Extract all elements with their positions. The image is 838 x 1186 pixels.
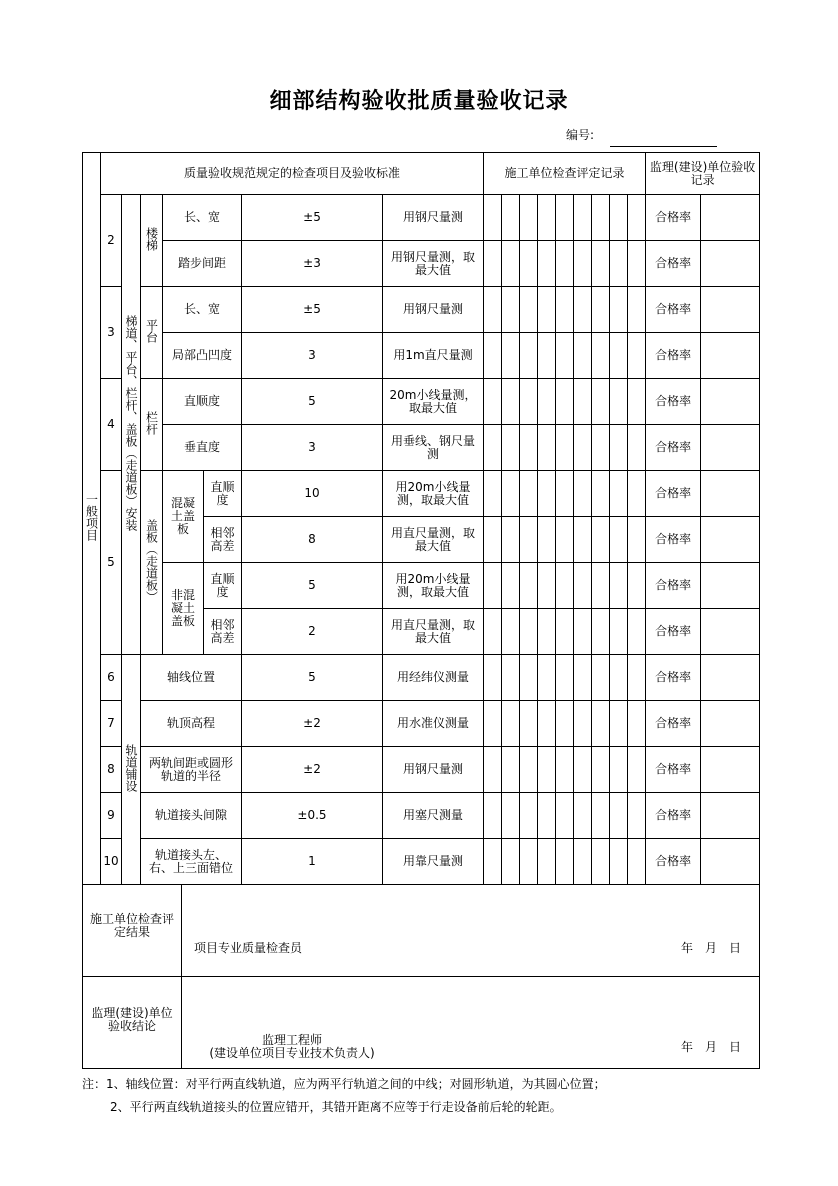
tolerance: ±5 [242, 195, 383, 241]
table-row [83, 241, 760, 287]
code-input-line[interactable] [610, 146, 717, 147]
pass-rate-label: 合格率 [646, 793, 701, 839]
check-cell[interactable] [628, 655, 646, 701]
check-cell[interactable] [502, 655, 520, 701]
check-cell[interactable] [628, 195, 646, 241]
check-cell[interactable] [610, 655, 628, 701]
check-cell[interactable] [538, 379, 556, 425]
subgroup-label: 楼梯 [144, 227, 159, 251]
check-cell[interactable] [520, 379, 538, 425]
method: 用塞尺测量 [383, 793, 484, 839]
supervisor-date: 年 月 日 [680, 1040, 741, 1054]
cover-type: 非混凝土盖板 [163, 563, 204, 655]
check-cell[interactable] [628, 287, 646, 333]
check-cell[interactable] [556, 793, 574, 839]
check-cell[interactable] [610, 517, 628, 563]
check-cell[interactable] [574, 747, 592, 793]
check-cell[interactable] [538, 425, 556, 471]
code-label: 编号: [566, 128, 595, 142]
item-name: 轨道接头间隙 [141, 793, 242, 839]
check-cell[interactable] [592, 563, 610, 609]
table-row [83, 655, 760, 701]
check-cell[interactable] [484, 701, 502, 747]
check-cell[interactable] [574, 563, 592, 609]
check-cell[interactable] [502, 425, 520, 471]
check-cell[interactable] [520, 425, 538, 471]
check-cell[interactable] [502, 195, 520, 241]
check-cell[interactable] [538, 287, 556, 333]
item-number: 8 [101, 747, 122, 793]
check-cell[interactable] [538, 241, 556, 287]
supervisor-signer-label: 监理工程师 [261, 1033, 322, 1047]
method: 用靠尺量测 [383, 839, 484, 885]
item-number: 3 [101, 287, 122, 379]
check-cell[interactable] [556, 287, 574, 333]
check-cell[interactable] [484, 471, 502, 517]
item-number: 5 [101, 471, 122, 655]
check-cell[interactable] [502, 609, 520, 655]
supervisor-record-cell[interactable] [701, 333, 760, 379]
check-cell[interactable] [628, 471, 646, 517]
item-number: 4 [101, 379, 122, 471]
check-cell[interactable] [592, 379, 610, 425]
tolerance: ±5 [242, 287, 383, 333]
contractor-result-label: 施工单位检查评定结果 [83, 885, 182, 977]
tolerance: 3 [242, 333, 383, 379]
tolerance: 8 [242, 517, 383, 563]
check-cell[interactable] [484, 333, 502, 379]
check-cell[interactable] [592, 471, 610, 517]
check-cell[interactable] [574, 333, 592, 379]
check-cell[interactable] [484, 241, 502, 287]
check-cell[interactable] [556, 609, 574, 655]
check-cell[interactable] [628, 747, 646, 793]
check-cell[interactable] [484, 609, 502, 655]
check-cell[interactable] [538, 517, 556, 563]
table-row [83, 839, 760, 885]
check-cell[interactable] [520, 793, 538, 839]
item-name: 直顺度 [204, 471, 242, 517]
method: 用直尺量测，取最大值 [383, 609, 484, 655]
tolerance: ±3 [242, 241, 383, 287]
table-row [83, 793, 760, 839]
subgroup-label: 栏杆 [144, 411, 159, 435]
pass-rate-label: 合格率 [646, 379, 701, 425]
supervisor-signer-note: (建设单位项目专业技术负责人) [209, 1046, 375, 1060]
check-cell[interactable] [628, 333, 646, 379]
pass-rate-label: 合格率 [646, 609, 701, 655]
check-cell[interactable] [556, 655, 574, 701]
group-cell [122, 195, 141, 655]
check-cell[interactable] [538, 747, 556, 793]
section-cell [83, 153, 101, 885]
check-cell[interactable] [592, 609, 610, 655]
check-cell[interactable] [520, 839, 538, 885]
supervisor-record-cell[interactable] [701, 839, 760, 885]
header-row [83, 153, 760, 195]
check-cell[interactable] [574, 287, 592, 333]
check-cell[interactable] [484, 839, 502, 885]
method: 用20m小线量测，取最大值 [383, 471, 484, 517]
method: 用钢尺量测 [383, 287, 484, 333]
standard-header: 质量验收规范规定的检查项目及验收标准 [101, 153, 484, 195]
table-row [83, 563, 760, 609]
check-cell[interactable] [538, 793, 556, 839]
supervisor-record-cell[interactable] [701, 241, 760, 287]
check-cell[interactable] [628, 701, 646, 747]
check-cell[interactable] [520, 563, 538, 609]
check-cell[interactable] [484, 425, 502, 471]
check-cell[interactable] [502, 379, 520, 425]
subgroup-cell [141, 379, 163, 471]
check-cell[interactable] [592, 425, 610, 471]
supervisor-result-label: 监理(建设)单位验收结论 [83, 977, 182, 1069]
inspection-table [82, 152, 760, 885]
check-cell[interactable] [538, 563, 556, 609]
method: 用钢尺量测，取最大值 [383, 241, 484, 287]
item-name: 相邻高差 [204, 609, 242, 655]
check-cell[interactable] [628, 563, 646, 609]
check-cell[interactable] [574, 471, 592, 517]
check-cell[interactable] [502, 287, 520, 333]
check-cell[interactable] [610, 701, 628, 747]
check-cell[interactable] [556, 195, 574, 241]
pass-rate-label: 合格率 [646, 701, 701, 747]
pass-rate-label: 合格率 [646, 747, 701, 793]
check-cell[interactable] [538, 701, 556, 747]
check-cell[interactable] [592, 701, 610, 747]
table-row [83, 195, 760, 241]
group-label: 轨道铺设 [124, 744, 138, 792]
supervisor-record-cell[interactable] [701, 287, 760, 333]
supervisor-record-cell[interactable] [701, 563, 760, 609]
table-row [83, 333, 760, 379]
check-cell[interactable] [502, 839, 520, 885]
check-cell[interactable] [610, 379, 628, 425]
check-cell[interactable] [538, 839, 556, 885]
item-name: 轨顶高程 [141, 701, 242, 747]
contractor-date: 年 月 日 [680, 941, 741, 955]
check-cell[interactable] [502, 701, 520, 747]
contractor-result-row [83, 885, 760, 977]
tolerance: 10 [242, 471, 383, 517]
check-cell[interactable] [520, 609, 538, 655]
method: 用经纬仪测量 [383, 655, 484, 701]
tolerance: 5 [242, 379, 383, 425]
check-cell[interactable] [520, 655, 538, 701]
check-cell[interactable] [574, 839, 592, 885]
method: 用20m小线量测，取最大值 [383, 563, 484, 609]
check-cell[interactable] [538, 195, 556, 241]
check-cell[interactable] [628, 793, 646, 839]
check-cell[interactable] [610, 609, 628, 655]
tolerance: 5 [242, 563, 383, 609]
check-cell[interactable] [484, 747, 502, 793]
check-cell[interactable] [592, 839, 610, 885]
cover-type: 混凝土盖板 [163, 471, 204, 563]
check-cell[interactable] [592, 195, 610, 241]
note-1: 注：1、轴线位置：对平行两直线轨道，应为两平行轨道之间的中线；对圆形轨道，为其圆心位置； [82, 1077, 606, 1091]
check-cell[interactable] [610, 287, 628, 333]
item-name: 垂直度 [163, 425, 242, 471]
method: 20m小线量测，取最大值 [383, 379, 484, 425]
check-cell[interactable] [484, 195, 502, 241]
table-row [83, 287, 760, 333]
item-number: 2 [101, 195, 122, 287]
item-number: 9 [101, 793, 122, 839]
check-cell[interactable] [592, 747, 610, 793]
check-cell[interactable] [538, 333, 556, 379]
check-cell[interactable] [610, 563, 628, 609]
method: 用1m直尺量测 [383, 333, 484, 379]
check-cell[interactable] [628, 839, 646, 885]
check-cell[interactable] [556, 471, 574, 517]
check-cell[interactable] [592, 517, 610, 563]
supervisor-record-cell[interactable] [701, 609, 760, 655]
check-cell[interactable] [592, 333, 610, 379]
table-row [83, 471, 760, 517]
supervisor-result-field[interactable] [182, 977, 760, 1069]
contractor-record-header: 施工单位检查评定记录 [484, 153, 646, 195]
item-name: 相邻高差 [204, 517, 242, 563]
contractor-signer-label: 项目专业质量检查员 [194, 941, 303, 955]
tolerance: 5 [242, 655, 383, 701]
check-cell[interactable] [610, 425, 628, 471]
item-name: 直顺度 [163, 379, 242, 425]
subgroup-cell [141, 287, 163, 379]
check-cell[interactable] [520, 747, 538, 793]
tolerance: 1 [242, 839, 383, 885]
check-cell[interactable] [610, 747, 628, 793]
check-cell[interactable] [556, 701, 574, 747]
item-number: 10 [101, 839, 122, 885]
supervisor-record-cell[interactable] [701, 517, 760, 563]
supervisor-record-cell[interactable] [701, 379, 760, 425]
check-cell[interactable] [556, 839, 574, 885]
check-cell[interactable] [484, 287, 502, 333]
subgroup-label: 盖板（走道板） [144, 519, 159, 603]
pass-rate-label: 合格率 [646, 195, 701, 241]
check-cell[interactable] [502, 793, 520, 839]
table-row [83, 425, 760, 471]
pass-rate-label: 合格率 [646, 563, 701, 609]
item-name: 轴线位置 [141, 655, 242, 701]
supervisor-record-cell[interactable] [701, 425, 760, 471]
check-cell[interactable] [574, 379, 592, 425]
check-cell[interactable] [574, 241, 592, 287]
supervisor-record-cell[interactable] [701, 471, 760, 517]
check-cell[interactable] [556, 425, 574, 471]
subgroup-cell [141, 471, 163, 655]
check-cell[interactable] [574, 609, 592, 655]
check-cell[interactable] [610, 241, 628, 287]
check-cell[interactable] [538, 609, 556, 655]
contractor-result-field[interactable] [182, 885, 760, 977]
check-cell[interactable] [610, 333, 628, 379]
note-2: 2、平行两直线轨道接头的位置应错开，其错开距离不应等于行走设备前后轮的轮距。 [110, 1100, 562, 1114]
check-cell[interactable] [484, 655, 502, 701]
check-cell[interactable] [592, 655, 610, 701]
check-cell[interactable] [574, 701, 592, 747]
method: 用钢尺量测 [383, 195, 484, 241]
supervisor-record-cell[interactable] [701, 655, 760, 701]
check-cell[interactable] [610, 471, 628, 517]
check-cell[interactable] [520, 287, 538, 333]
tolerance: ±2 [242, 701, 383, 747]
tolerance: 2 [242, 609, 383, 655]
pass-rate-label: 合格率 [646, 839, 701, 885]
check-cell[interactable] [610, 195, 628, 241]
check-cell[interactable] [520, 195, 538, 241]
page-title: 细部结构验收批质量验收记录 [269, 89, 569, 114]
check-cell[interactable] [502, 471, 520, 517]
check-cell[interactable] [502, 563, 520, 609]
subgroup-cell [141, 195, 163, 287]
method: 用垂线、钢尺量测 [383, 425, 484, 471]
pass-rate-label: 合格率 [646, 471, 701, 517]
item-name: 长、宽 [163, 195, 242, 241]
check-cell[interactable] [628, 241, 646, 287]
item-number: 7 [101, 701, 122, 747]
supervisor-record-cell[interactable] [701, 747, 760, 793]
item-number: 6 [101, 655, 122, 701]
check-cell[interactable] [610, 839, 628, 885]
check-cell[interactable] [538, 655, 556, 701]
supervisor-record-cell[interactable] [701, 793, 760, 839]
table-row [83, 379, 760, 425]
item-name: 轨道接头左、右、上三面错位 [141, 839, 242, 885]
check-cell[interactable] [628, 609, 646, 655]
check-cell[interactable] [520, 241, 538, 287]
check-cell[interactable] [556, 563, 574, 609]
item-name: 直顺度 [204, 563, 242, 609]
table-row [83, 701, 760, 747]
check-cell[interactable] [628, 425, 646, 471]
tolerance: 3 [242, 425, 383, 471]
check-cell[interactable] [574, 517, 592, 563]
pass-rate-label: 合格率 [646, 517, 701, 563]
check-cell[interactable] [592, 793, 610, 839]
check-cell[interactable] [556, 517, 574, 563]
check-cell[interactable] [574, 425, 592, 471]
item-name: 长、宽 [163, 287, 242, 333]
check-cell[interactable] [592, 241, 610, 287]
check-cell[interactable] [520, 701, 538, 747]
check-cell[interactable] [628, 517, 646, 563]
check-cell[interactable] [502, 747, 520, 793]
notes [82, 1073, 606, 1119]
check-cell[interactable] [574, 195, 592, 241]
subgroup-label: 平台 [144, 319, 159, 343]
check-cell[interactable] [556, 333, 574, 379]
supervisor-record-cell[interactable] [701, 195, 760, 241]
check-cell[interactable] [520, 333, 538, 379]
pass-rate-label: 合格率 [646, 655, 701, 701]
check-cell[interactable] [484, 563, 502, 609]
check-cell[interactable] [538, 471, 556, 517]
supervisor-record-header: 监理(建设)单位验收记录 [646, 153, 760, 195]
pass-rate-label: 合格率 [646, 425, 701, 471]
check-cell[interactable] [502, 517, 520, 563]
item-name: 局部凸凹度 [163, 333, 242, 379]
table-row [83, 747, 760, 793]
check-cell[interactable] [502, 241, 520, 287]
check-cell[interactable] [574, 793, 592, 839]
tolerance: ±0.5 [242, 793, 383, 839]
method: 用钢尺量测 [383, 747, 484, 793]
check-cell[interactable] [610, 793, 628, 839]
pass-rate-label: 合格率 [646, 241, 701, 287]
item-name: 踏步间距 [163, 241, 242, 287]
check-cell[interactable] [628, 379, 646, 425]
check-cell[interactable] [484, 379, 502, 425]
section-label: 一般项目 [84, 493, 99, 541]
pass-rate-label: 合格率 [646, 287, 701, 333]
group-label: 梯道、平台、栏杆、盖板（走道板）安装 [124, 315, 138, 531]
check-cell[interactable] [520, 471, 538, 517]
group-cell [122, 655, 141, 885]
check-cell[interactable] [484, 517, 502, 563]
item-name: 两轨间距或圆形轨道的半径 [141, 747, 242, 793]
tolerance: ±2 [242, 747, 383, 793]
check-cell[interactable] [592, 287, 610, 333]
check-cell[interactable] [520, 517, 538, 563]
check-cell[interactable] [502, 333, 520, 379]
check-cell[interactable] [484, 793, 502, 839]
method: 用水准仪测量 [383, 701, 484, 747]
conclusion-table [82, 884, 760, 1069]
method: 用直尺量测，取最大值 [383, 517, 484, 563]
check-cell[interactable] [556, 379, 574, 425]
check-cell[interactable] [556, 747, 574, 793]
supervisor-result-row [83, 977, 760, 1069]
supervisor-record-cell[interactable] [701, 701, 760, 747]
check-cell[interactable] [556, 241, 574, 287]
pass-rate-label: 合格率 [646, 333, 701, 379]
check-cell[interactable] [574, 655, 592, 701]
